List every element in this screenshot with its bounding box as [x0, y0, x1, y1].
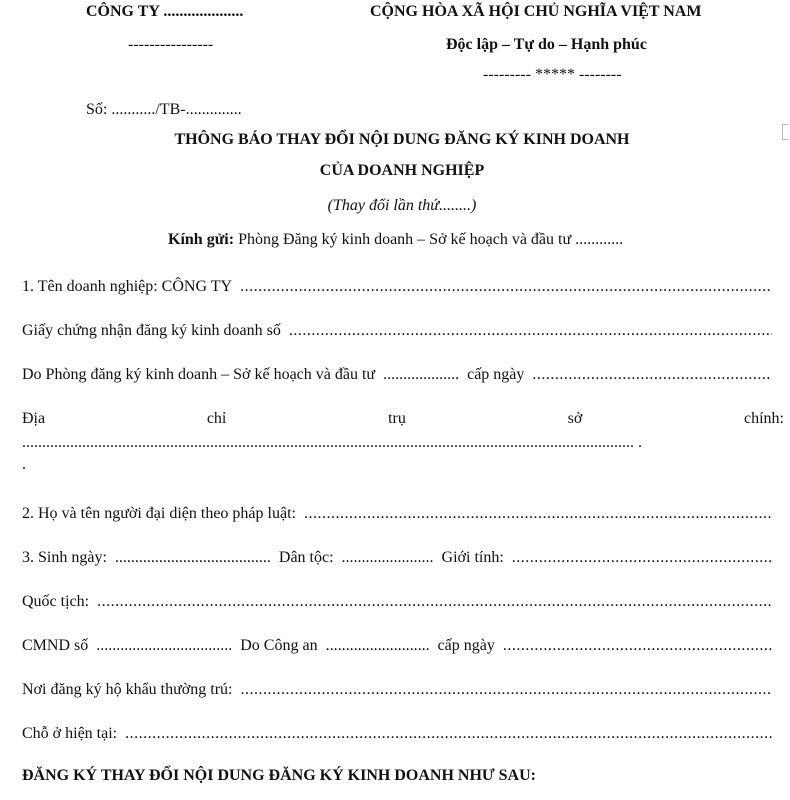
field-residence[interactable] [22, 681, 772, 699]
address-word-5: chính: [744, 410, 784, 427]
gender-label: Giới tính: [441, 549, 504, 566]
recipient-value: Phòng Đăng ký kinh doanh – Sở kế hoạch và đầu tư ............ [234, 231, 624, 248]
id-date-blank[interactable] [503, 637, 772, 655]
nationality-label: Quốc tịch: [22, 593, 90, 610]
field-current-address[interactable] [22, 725, 772, 743]
address-word-2: chỉ [206, 410, 227, 427]
birth-label: 3. Sinh ngày: [22, 549, 107, 566]
police-label: Do Công an [240, 637, 318, 654]
residence-label: Nơi đăng ký hộ khẩu thường trú: [22, 681, 233, 698]
document-title: THÔNG BÁO THAY ĐỔI NỘI DUNG ĐĂNG KÝ KINH DOANH [174, 131, 630, 148]
address-word-4: sở [567, 410, 583, 427]
company-name-label: 1. Tên doanh nghiệp: CÔNG TY [22, 278, 233, 295]
representative-blank[interactable] [304, 505, 772, 523]
address-word-1: Địa [22, 410, 46, 427]
birth-blank[interactable]: ....................................... [114, 549, 271, 566]
address-label-row [22, 410, 784, 428]
field-representative[interactable] [22, 505, 772, 523]
recipient-line [168, 231, 623, 249]
field-nationality[interactable] [22, 593, 772, 611]
nation-heading: CỘNG HÒA XÃ HỘI CHỦ NGHĨA VIỆT NAM [370, 3, 702, 20]
address-end: . [22, 456, 26, 473]
motto-rule: --------- ***** -------- [483, 66, 622, 83]
field-birth[interactable] [22, 549, 772, 567]
field-company-name[interactable] [22, 278, 772, 296]
issued-date-blank[interactable] [532, 366, 772, 384]
id-blank[interactable]: .................................. [96, 637, 233, 654]
representative-label: 2. Họ và tên người đại diện theo pháp luật: [22, 505, 296, 522]
recipient-label: Kính gửi: [168, 231, 235, 248]
police-blank[interactable]: .......................... [325, 637, 430, 654]
ethnicity-label: Dân tộc: [278, 549, 334, 566]
motto: Độc lập – Tự do – Hạnh phúc [446, 36, 647, 53]
issued-date-label: cấp ngày [467, 366, 525, 383]
current-address-blank[interactable] [125, 725, 772, 743]
section-heading: ĐĂNG KÝ THAY ĐỔI NỘI DUNG ĐĂNG KÝ KINH DOANH NHƯ SAU: [22, 767, 536, 784]
address-word-3: trụ [388, 410, 406, 427]
ethnicity-blank[interactable]: ....................... [341, 549, 434, 566]
issued-by-label: Do Phòng đăng ký kinh doanh – Sở kế hoạch và đầu tư [22, 366, 376, 383]
company-name-header: CÔNG TY .................... [86, 3, 244, 20]
id-label: CMND số [22, 637, 89, 654]
issued-by-blank[interactable]: ................... [383, 366, 460, 383]
id-date-label: cấp ngày [437, 637, 495, 654]
current-address-label: Chỗ ở hiện tại: [22, 725, 118, 742]
residence-blank[interactable] [240, 681, 772, 699]
company-name-blank[interactable] [240, 278, 772, 296]
nationality-blank[interactable] [97, 593, 772, 611]
field-id[interactable] [22, 637, 772, 655]
document-number: Số: .........../TB-.............. [86, 101, 242, 118]
address-blank[interactable]: ......................................................................................................................................................... . [22, 434, 642, 451]
document-subtitle: CỦA DOANH NGHIỆP [319, 162, 485, 179]
field-certificate[interactable] [22, 322, 772, 340]
certificate-blank[interactable] [289, 322, 772, 340]
field-issued-by[interactable] [22, 366, 772, 384]
company-rule: ---------------- [128, 36, 214, 53]
change-note: (Thay đổi lần thứ........) [327, 197, 477, 214]
certificate-label: Giấy chứng nhận đăng ký kinh doanh số [22, 322, 281, 339]
gender-blank[interactable] [512, 549, 772, 567]
